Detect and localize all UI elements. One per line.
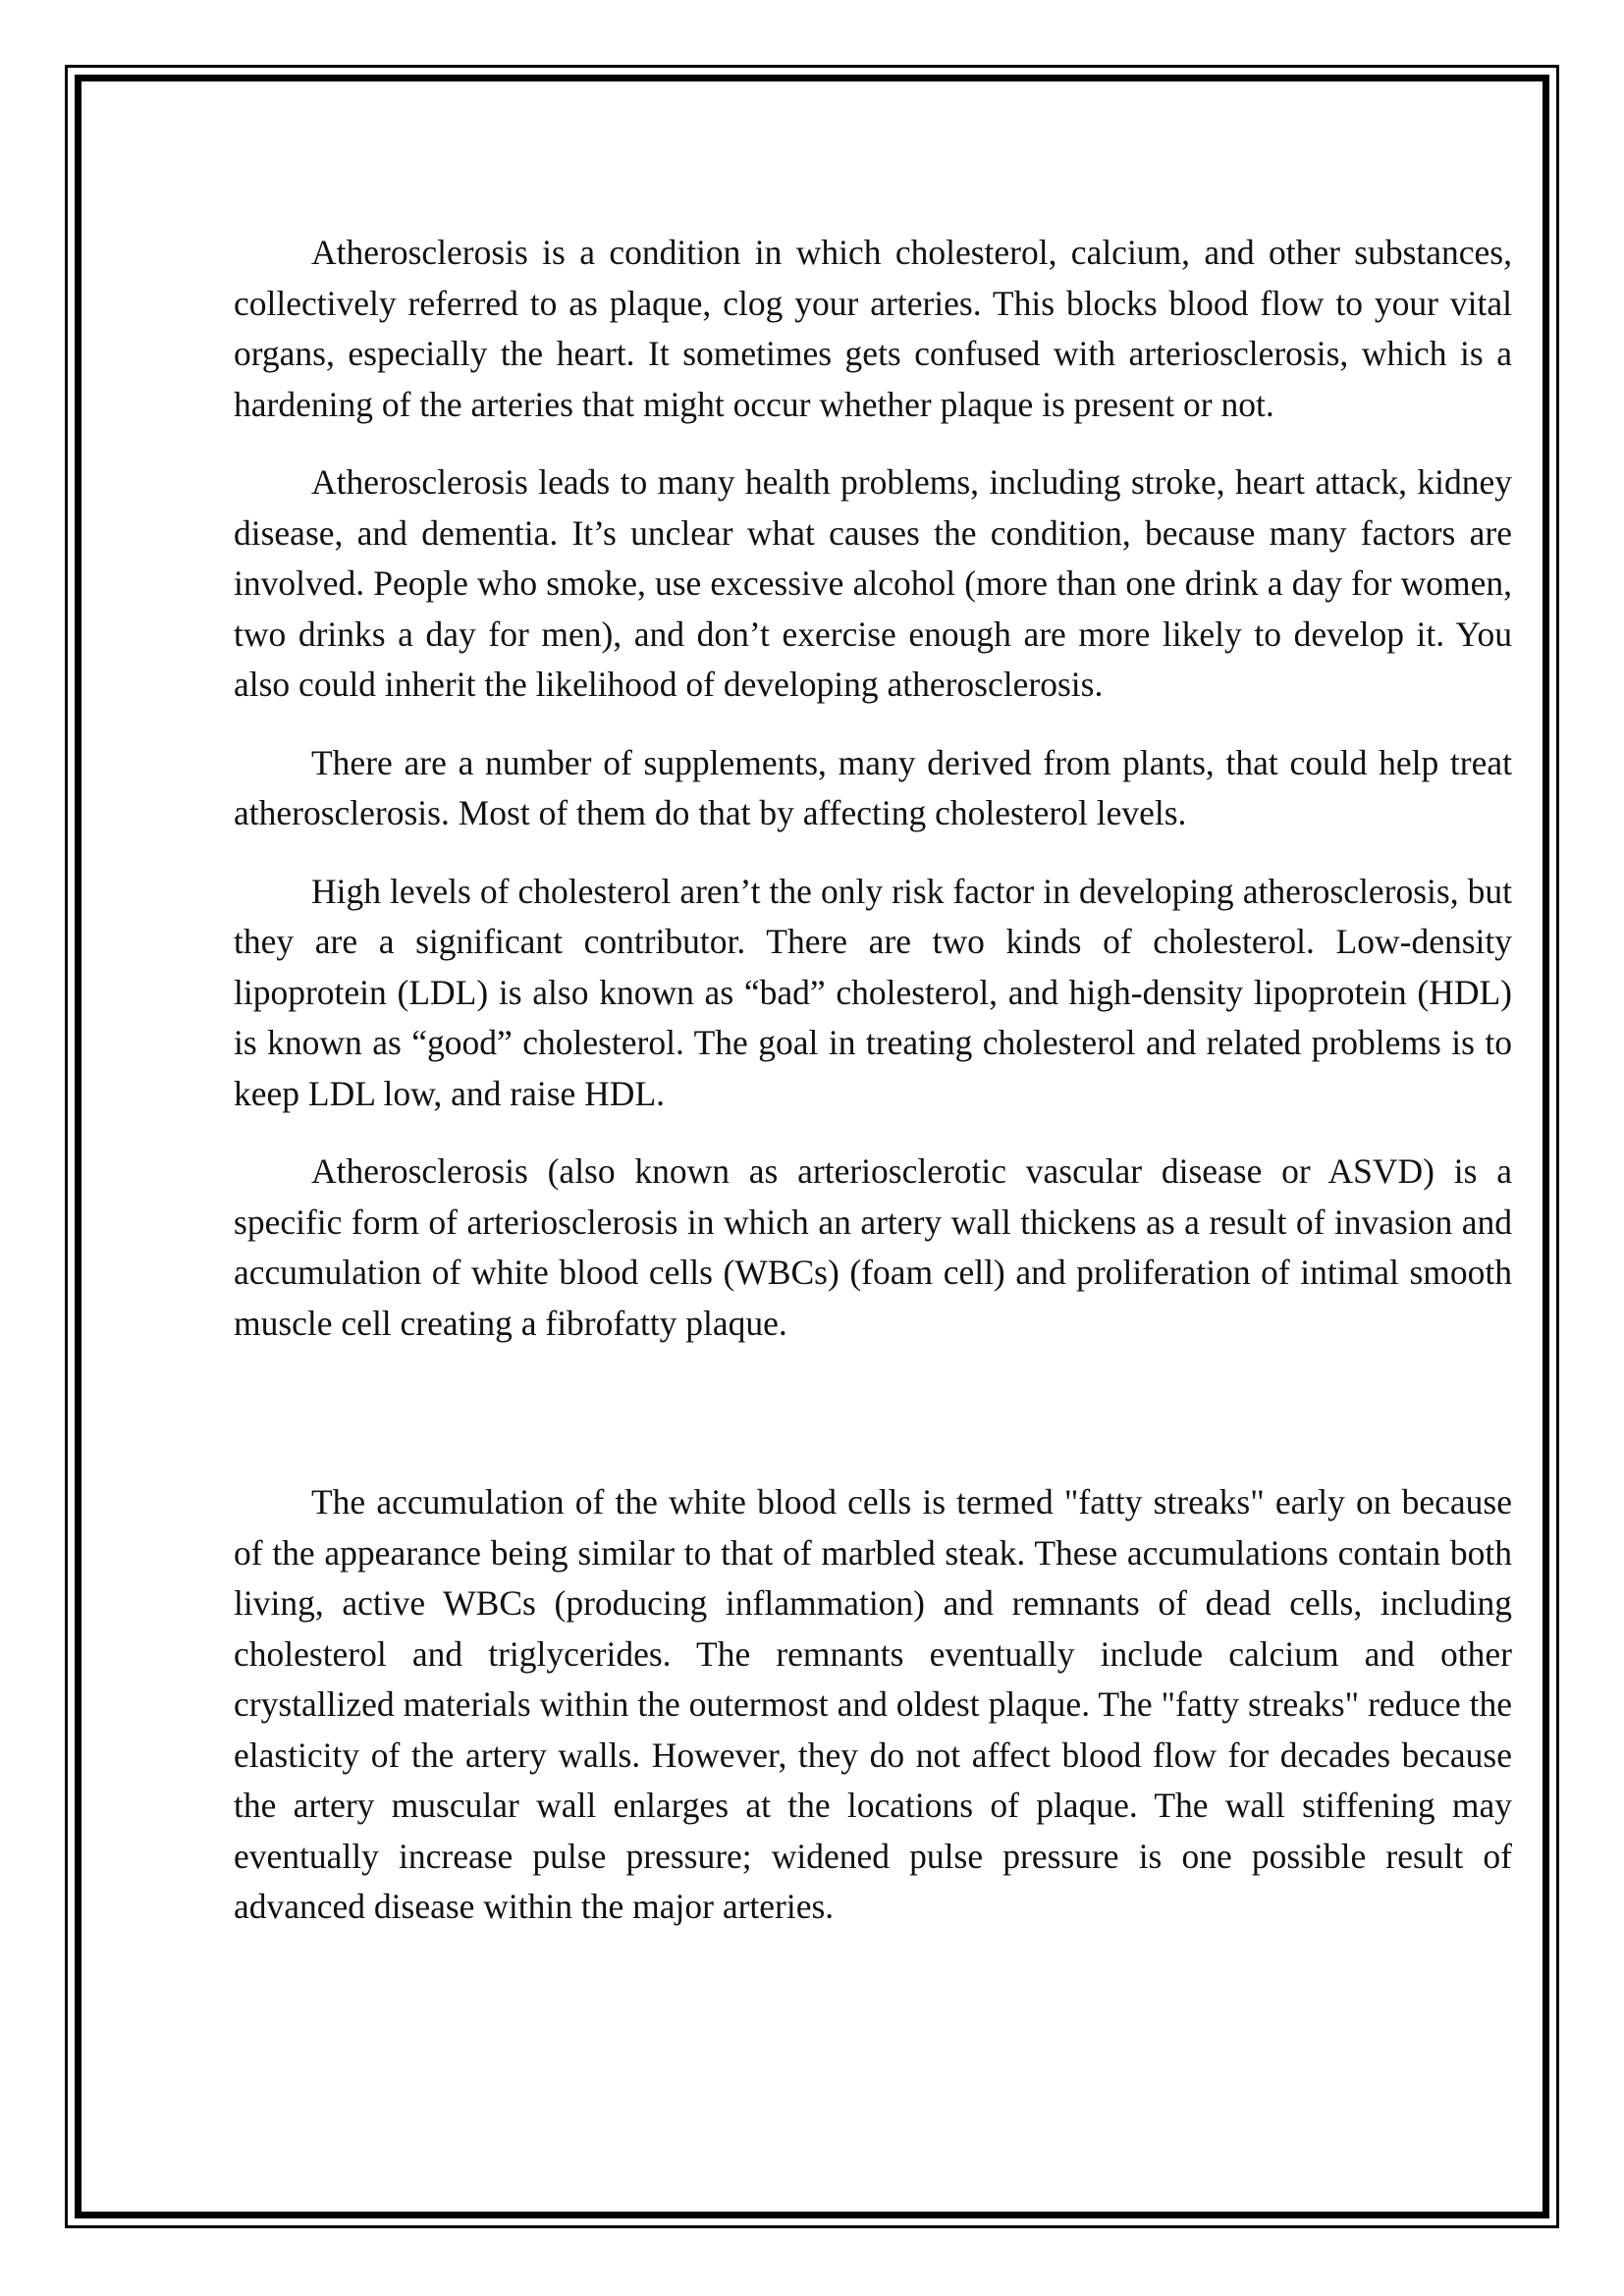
paragraph-5: Atherosclerosis (also known as arteriosclerotic vascular disease or ASVD) is a specific form of arteriosclerosis in which an artery wall thickens as a result of invasion and accumulation of white blood cells (WBCs) (foam cell) and proliferation of intimal smooth muscle cell creating a fibrofatty plaque. — [234, 1151, 1512, 1343]
paragraph-3: There are a number of supplements, many derived from plants, that could help treat atherosclerosis. Most of them do that by affecting cholesterol levels. — [234, 742, 1512, 832]
paragraph-2: Atherosclerosis leads to many health problems, including stroke, heart attack, kidney disease, and dementia. It’s unclear what causes the condition, because many factors are involved. People who smoke, use excessive alcohol (more than one drink a day for women, two drinks a day for men), and don’t exercise enough are more likely to develop it. You also could inherit the likelihood of developing atherosclerosis. — [234, 462, 1512, 704]
paragraph-1: Atherosclerosis is a condition in which cholesterol, calcium, and other substances, collectively referred to as plaque, clog your arteries. This blocks blood flow to your vital organs, especially the heart. It sometimes gets confused with arteriosclerosis, which is a hardening of the arteries that might occur whether plaque is present or not. — [234, 233, 1512, 424]
paragraph-6: The accumulation of the white blood cells is termed "fatty streaks" early on because of the appearance being similar to that of marbled steak. These accumulations contain both living, active WBCs (producing inflammation) and remnants of dead cells, including cholesterol and triglycerides. The remnants eventually include calcium and other crystallized materials within the outermost and oldest plaque. The "fatty streaks" reduce the elasticity of the artery walls. However, they do not affect blood flow for decades because the artery muscular wall enlarges at the locations of plaque. The wall stiffening may eventually increase pulse pressure; widened pulse pressure is one possible result of advanced disease within the major arteries. — [234, 1482, 1512, 1926]
paragraph-4: High levels of cholesterol aren’t the only risk factor in developing atherosclerosis, but they are a significant contributor. There are two kinds of cholesterol. Low-density lipoprotein (LDL) is also known as “bad” cholesterol, and high-density lipoprotein (HDL) is known as “good” cholesterol. The goal in treating cholesterol and related problems is to keep LDL low, and raise HDL. — [234, 871, 1512, 1113]
document-body — [234, 228, 1512, 1933]
